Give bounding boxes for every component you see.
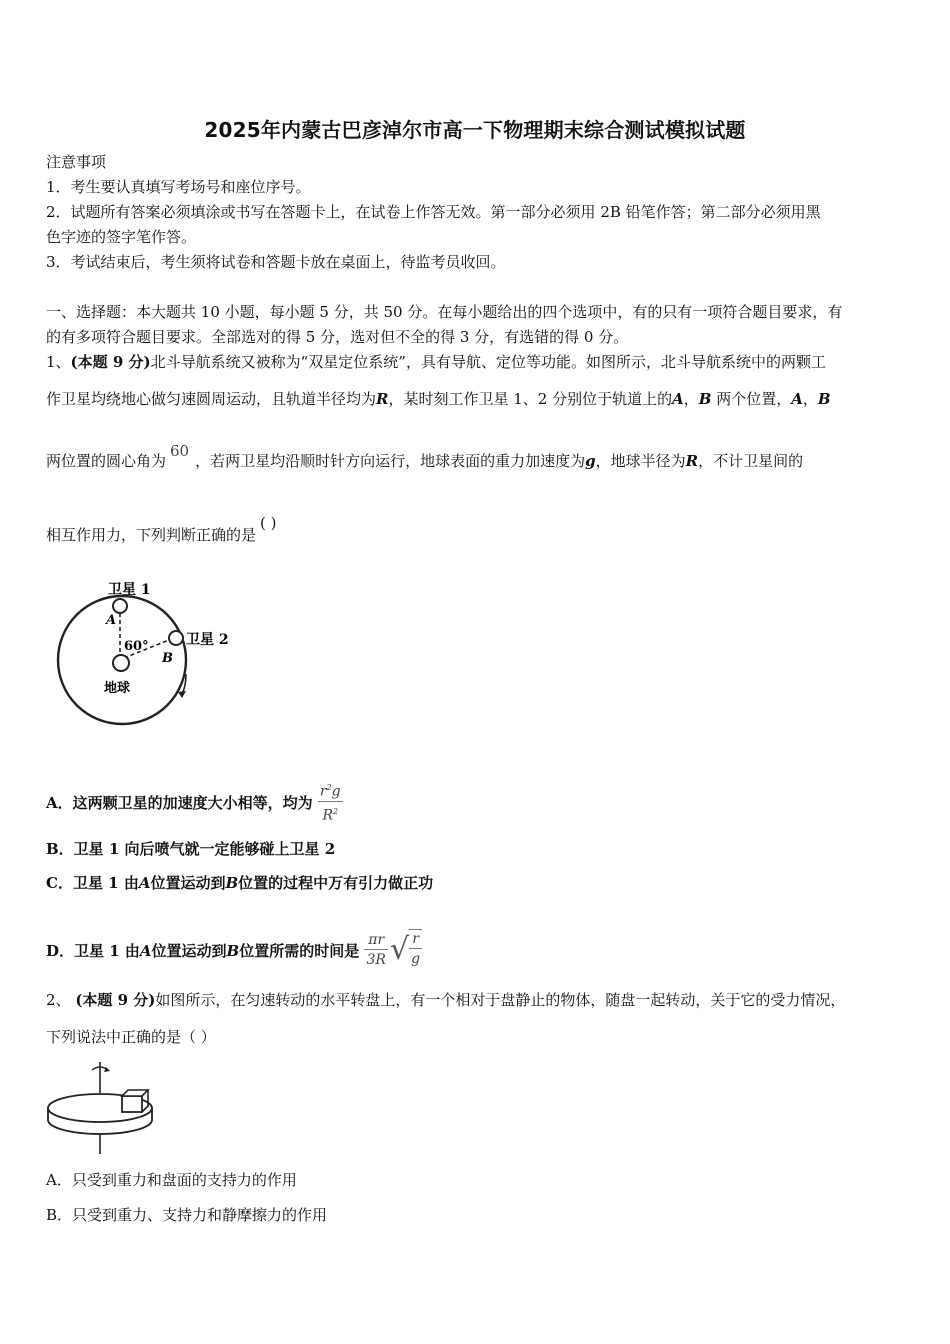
q1-number: 1、 [46,353,71,371]
q1-angle: 60 [170,442,190,460]
satellite-2-dot [169,631,183,645]
option-a-fraction: $\frac{r^2g}{R^2}$ [318,779,343,825]
q2-stem-line1: 如图所示，在匀速转动的水平转盘上，有一个相对于盘静止的物体，随盘一起转动，关于它的受力情况， [155,991,846,1009]
notice-item-3: 3．考试结束后，考生须将试卷和答题卡放在桌面上，待监考员收回。 [46,253,506,271]
q2-score: (本题 9 分) [75,991,156,1009]
notice-item-1: 1．考生要认真填写考场号和座位序号。 [46,178,311,196]
q1-score: (本题 9 分) [70,353,151,371]
q1-answer-bracket: ( ) [260,514,277,532]
point-b-label: B [162,651,173,666]
satellite-orbit-figure [52,578,252,738]
q2-option-b[interactable]: B．只受到重力、支持力和静摩擦力的作用 [46,1206,328,1224]
satellite-1-dot [113,599,127,613]
q1-option-d[interactable]: D．卫星 1 由A位置运动到B位置所需的时间是 $\frac{\pi r}{3R}$ √ $\frac{r}{g}$ [46,931,421,968]
q1-option-b[interactable]: B．卫星 1 向后喷气就一定能够碰上卫星 2 [46,840,336,858]
sat2-label: 卫星 2 [186,632,229,648]
q1-option-a[interactable]: A．这两颗卫星的加速度大小相等，均为 $\frac{r^2g}{R^2}$ [46,781,343,827]
angle-label: 60° [124,639,149,654]
notice-heading: 注意事项 [46,153,107,171]
q1-line3: 两位置的圆心角为60，若两卫星均沿顺时针方向运行，地球表面的重力加速度为g，地球半径为R，不计卫星间的 [46,442,804,470]
option-d-sqrt-fraction: $\frac{r}{g}$ [411,931,421,967]
section-instructions-line2: 的有多项符合题目要求。全部选对的得 5 分，选对但不全的得 3 分，有选错的得 0 分。 [46,328,629,346]
option-d-fraction: $\frac{\pi r}{3R}$ [366,931,386,968]
q1-option-c[interactable]: C．卫星 1 由A位置运动到B位置的过程中万有引力做正功 [46,874,434,892]
notice-item-2: 2．试题所有答案必须填涂或书写在答题卡上，在试卷上作答无效。第一部分必须用 2B 铅笔作答；第二部分必须用黑 [46,203,821,221]
page-title: 2025年内蒙古巴彦淖尔市高一下物理期末综合测试模拟试题 [204,118,746,142]
q2-option-a[interactable]: A．只受到重力和盘面的支持力的作用 [46,1171,297,1189]
q2-line1 [46,991,845,1009]
point-a-label: A [106,613,117,628]
turntable-figure [44,1060,164,1156]
q1-line1 [46,353,826,371]
q1-stem-line1: 北斗导航系统又被称为“双星定位系统”，具有导航、定位等功能。如图所示，北斗导航系统中的两颗工 [150,353,826,371]
q1-line2: 作卫星均绕地心做匀速圆周运动，且轨道半径均为R，某时刻工作卫星 1、2 分别位于轨道上的A，B 两个位置，A，B [46,390,831,408]
notice-item-2-cont: 色字迹的签字笔作答。 [46,228,197,246]
arrow-head-icon [178,691,186,698]
earth-label: 地球 [104,681,131,696]
section-instructions-line1: 一、选择题：本大题共 10 小题，每小题 5 分，共 50 分。在每小题给出的四个选项中，有的只有一项符合题目要求，有 [46,303,843,321]
q2-number: 2、 [46,991,71,1009]
block-object [122,1096,142,1112]
sqrt-icon: √ [389,932,410,967]
q1-line4: 相互作用力，下列判断正确的是( ) [46,514,277,544]
sat1-label: 卫星 1 [108,582,151,598]
earth-dot [113,655,129,671]
q2-line2: 下列说法中正确的是（ ） [46,1028,216,1046]
